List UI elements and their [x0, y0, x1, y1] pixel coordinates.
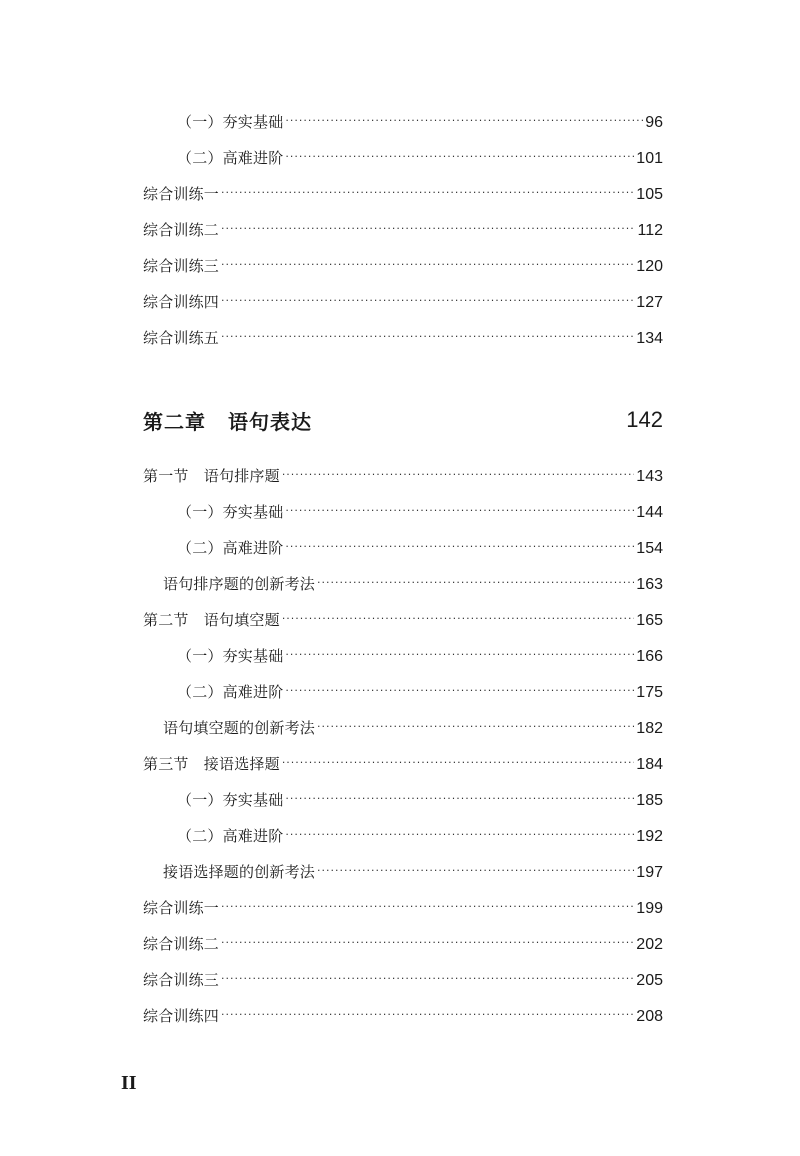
toc-entry[interactable]: [143, 602, 663, 638]
toc-entry[interactable]: [143, 458, 663, 494]
toc-entry-page: 182: [636, 720, 663, 737]
toc-entry-label: （二）高难进阶: [177, 827, 284, 845]
toc-entry-label: 综合训练三: [143, 971, 220, 989]
dot-leader: [285, 817, 634, 853]
toc-entry-label: 综合训练二: [143, 221, 220, 239]
dot-leader: [282, 457, 634, 493]
toc-entry-label: （二）高难进阶: [177, 149, 284, 167]
dot-leader: [285, 139, 634, 175]
toc-entry-page: 112: [637, 222, 663, 239]
toc-entry-page: 143: [636, 468, 663, 485]
chapter-number: 第二章: [143, 409, 206, 434]
toc-entry[interactable]: [143, 674, 663, 710]
dot-leader: [285, 673, 634, 709]
toc-entry-label: 接语选择题的创新考法: [163, 863, 316, 881]
dot-leader: [221, 283, 634, 319]
chapter-page-number: 142: [626, 407, 663, 432]
toc-entry-label: 综合训练一: [143, 899, 220, 917]
dot-leader: [317, 565, 634, 601]
toc-entry[interactable]: [143, 212, 663, 248]
toc-entry[interactable]: [143, 962, 663, 998]
toc-entry-page: 134: [636, 330, 663, 347]
dot-leader: [221, 319, 634, 355]
dot-leader: [285, 103, 643, 139]
dot-leader: [285, 637, 634, 673]
toc-entry-page: 166: [636, 648, 663, 665]
chapter-title: [143, 406, 312, 435]
toc-entry-page: 199: [636, 900, 663, 917]
toc-chapter-section: [143, 458, 663, 1034]
dot-leader: [282, 745, 634, 781]
toc-entry[interactable]: [143, 890, 663, 926]
toc-entry[interactable]: [143, 638, 663, 674]
dot-leader: [317, 853, 634, 889]
toc-entry[interactable]: [143, 140, 663, 176]
toc-entry-label: 第三节 接语选择题: [143, 755, 280, 773]
toc-entry[interactable]: [143, 782, 663, 818]
toc-entry-label: （一）夯实基础: [177, 791, 284, 809]
dot-leader: [285, 493, 634, 529]
toc-top-section: [143, 104, 663, 356]
toc-entry[interactable]: [143, 854, 663, 890]
toc-entry[interactable]: [143, 566, 663, 602]
toc-entry-page: 192: [636, 828, 663, 845]
footer-page-number: II: [121, 1072, 137, 1094]
toc-entry-page: 101: [636, 150, 663, 167]
toc-entry-label: 综合训练四: [143, 1007, 220, 1025]
toc-entry-page: 105: [636, 186, 663, 203]
dot-leader: [285, 529, 634, 565]
dot-leader: [221, 247, 634, 283]
dot-leader: [221, 211, 635, 247]
toc-entry[interactable]: [143, 818, 663, 854]
toc-entry[interactable]: [143, 926, 663, 962]
toc-entry-page: 163: [636, 576, 663, 593]
toc-entry-label: 第二节 语句填空题: [143, 611, 280, 629]
toc-entry-label: 第一节 语句排序题: [143, 467, 280, 485]
toc-entry-label: （一）夯实基础: [177, 647, 284, 665]
toc-entry[interactable]: [143, 284, 663, 320]
toc-entry-label: （二）高难进阶: [177, 539, 284, 557]
toc-entry-label: （一）夯实基础: [177, 503, 284, 521]
toc-entry-label: （一）夯实基础: [177, 113, 284, 131]
toc-entry[interactable]: [143, 320, 663, 356]
dot-leader: [285, 781, 634, 817]
dot-leader: [221, 961, 634, 997]
toc-entry-page: 197: [636, 864, 663, 881]
toc-entry-label: 语句填空题的创新考法: [163, 719, 316, 737]
toc-entry[interactable]: [143, 998, 663, 1034]
toc-entry-label: 综合训练四: [143, 293, 220, 311]
toc-entry-page: 96: [645, 114, 663, 131]
toc-entry-page: 208: [636, 1008, 663, 1025]
toc-entry-page: 185: [636, 792, 663, 809]
dot-leader: [282, 601, 634, 637]
toc-entry-label: 语句排序题的创新考法: [163, 575, 316, 593]
toc-entry-page: 120: [636, 258, 663, 275]
toc-entry[interactable]: [143, 494, 663, 530]
toc-entry-label: 综合训练二: [143, 935, 220, 953]
chapter-name: 语句表达: [228, 409, 312, 434]
toc-entry[interactable]: [143, 104, 663, 140]
dot-leader: [317, 709, 634, 745]
toc-entry-page: 175: [636, 684, 663, 701]
toc-entry-page: 154: [636, 540, 663, 557]
toc-entry-label: （二）高难进阶: [177, 683, 284, 701]
toc-entry-page: 205: [636, 972, 663, 989]
dot-leader: [221, 997, 634, 1033]
toc-entry-label: 综合训练三: [143, 257, 220, 275]
toc-entry-page: 127: [636, 294, 663, 311]
toc-entry[interactable]: [143, 176, 663, 212]
dot-leader: [221, 175, 634, 211]
toc-entry[interactable]: [143, 710, 663, 746]
chapter-heading[interactable]: [143, 400, 663, 440]
toc-entry-page: 202: [636, 936, 663, 953]
toc-entry-page: 184: [636, 756, 663, 773]
toc-entry-label: 综合训练一: [143, 185, 220, 203]
dot-leader: [221, 889, 634, 925]
toc-entry-page: 165: [636, 612, 663, 629]
toc-entry[interactable]: [143, 746, 663, 782]
toc-entry[interactable]: [143, 530, 663, 566]
dot-leader: [221, 925, 634, 961]
toc-entry-label: 综合训练五: [143, 329, 220, 347]
toc-entry[interactable]: [143, 248, 663, 284]
toc-entry-page: 144: [636, 504, 663, 521]
